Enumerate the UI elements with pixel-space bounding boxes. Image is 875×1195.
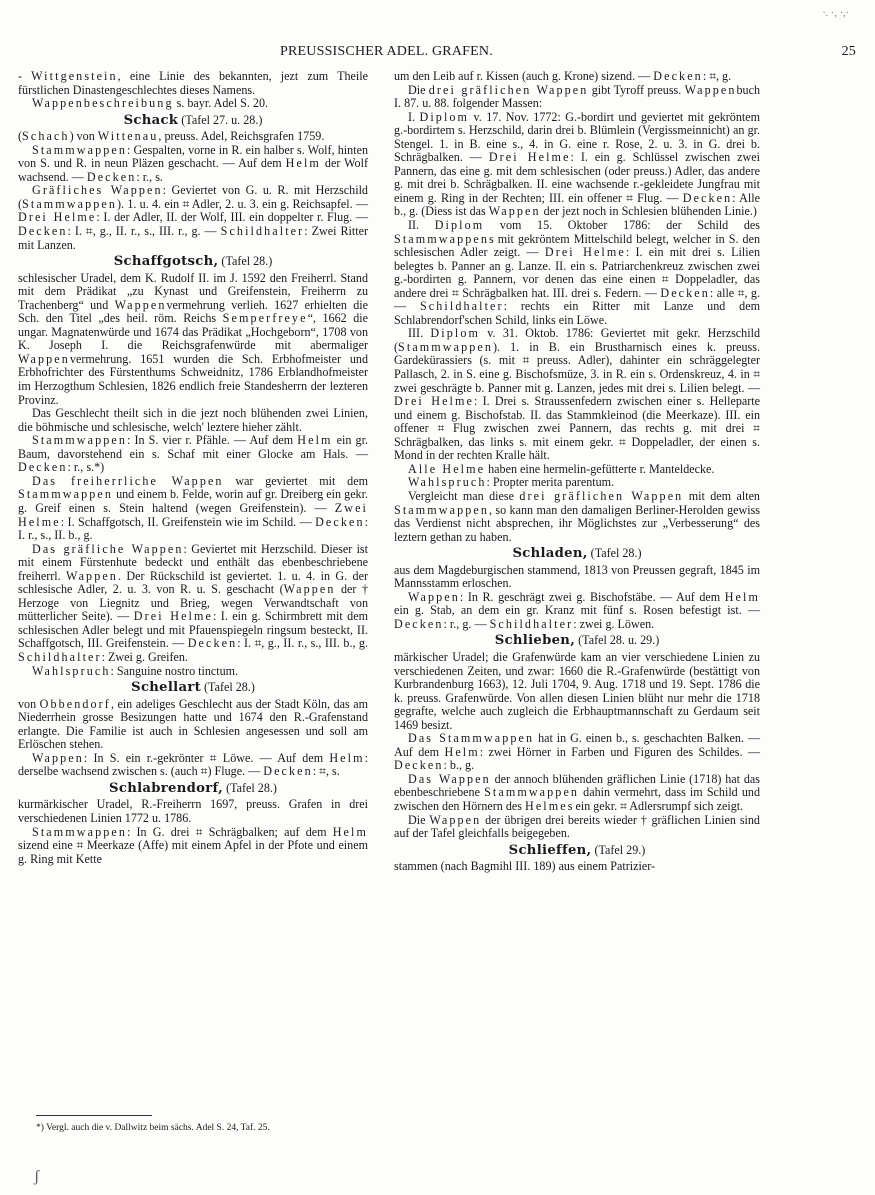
corner-scan-mark: ·. ·‚ ·,· [822, 8, 849, 19]
entry-tafel: (Tafel 28.) [226, 780, 277, 795]
entry-heading [18, 114, 368, 128]
paragraph: Die drei gräflichen Wappen gibt Tyroff preuss. Wappenbuch I. 87. u. 88. folgender Massen: [394, 82, 760, 111]
entry-heading [394, 844, 760, 858]
entry-name: Schlieben, [494, 633, 576, 649]
entry-tafel: (Tafel 28.) [221, 254, 273, 269]
paragraph: Vergleicht man diese drei gräflichen Wappen mit dem alten Stammwappen, so kann man den damaligen Berliner-Herolden gewiss das Verdienst nicht absprechen, ihr Möglichstes zur „Verbesserung“ des leztern gethan zu haben. [394, 488, 760, 544]
paragraph: Das Wappen der annoch blühenden gräflichen Linie (1718) hat das ebenbeschriebene Stammwappen dahin vermehrt, dass im Schild und zwischen den Hörnern des Helmes ein gekr. ⌗ Adlersrumpf sich zeigt. [394, 771, 760, 813]
entry-name: Schladen, [512, 546, 588, 562]
entry-heading [18, 681, 368, 695]
paragraph: schlesischer Uradel, dem K. Rudolf II. im J. 1592 den Freiherrl. Stand mit dem Prädikat „zu Kynast und Greifenstein, Freiherrn zu Trachenberg“ und Wappenvermehrung verlieh. 1627 erhielten die Sch. den Titel „des heil. röm. Reichs Semperfreye“, 1662 die ungar. Magnatenwürde und 1674 das Prädikat „Hochgeborn“, 1708 von K. Joseph I. die Reichsgrafenwürde mit abermaliger Wappenvermehrung. 1651 wurden die Sch. Erbhofmeister und Erbhofrichter des Fürstenthums Schweidnitz, 1786 Erblandhofmeister im Herzogthum Schlesien, 1826 endlich freie Standesherrn der lezteren Provinz. [18, 270, 368, 407]
paragraph: kurmärkischer Uradel, R.-Freiherrn 1697, preuss. Grafen in drei verschiedenen Linien 1772 u. 1786. [18, 797, 368, 825]
paragraph: Wappen: In S. ein r.-gekrönter ⌗ Löwe. — Auf dem Helm: derselbe wachsend zwischen s. (auch ⌗) Fluge. — Decken: ⌗, s. [18, 750, 368, 779]
paragraph: Alle Helme haben eine hermelin-gefütterte r. Manteldecke. [408, 461, 715, 476]
paragraph: III. Diplom v. 31. Oktob. 1786: Geviertet mit gekr. Herzschild (Stammwappen). 1. in B. ein Brustharnisch eines k. preuss. Gardekürassiers (s. mit ⌗ preuss. Adler), dahinter ein schräggelegter Pallasch, 2. in S. eine g. Bischofsmüze, 3. in R. ein s. Ordenskreuz, 4. in ⌗ zwei geschrägte b. Panner mit g. Lanzen, jedes mit drei s. Lilien belegt. — Drei Helme: I. Drei s. Straussenfedern zwischen einer s. Helleparte und einem g. Bischofstab. II. das Stammkleinod (die Meerkaze). III. ein offener ⌗ Flug zwischen zwei Pannern, das rechts g. mit drei ⌗ Schrägbalken, das links s. mit einem gekr. ⌗ Doppeladler, der einen s. Mond in der rechten Kralle hält. [394, 326, 761, 463]
entry-heading [18, 255, 368, 269]
paragraph: märkischer Uradel; die Grafenwürde kam an vier verschiedene Linien zu verschiedenen Zeiten, und zwar: 1660 die R.-Grafenwürde (bestättigt von Kurbrandenburg 1663), 12. Juli 1704, 9. Aug. 1718 und 19. Sept. 1786 die k. preuss. Grafenwürde. Von allen diesen Linien blüht nur mehr die 1718 gegrafte, welche auch zugleich die Erbhauptmannschaft zu Gerdaum seit 1469 besizt. [394, 649, 760, 732]
entry-name: Schellart [131, 680, 201, 696]
paragraph: um den Leib auf r. Kissen (auch g. Krone) sizend. — Decken: ⌗, g. [394, 69, 732, 83]
paragraph: aus dem Magdeburgischen stammend, 1813 von Preussen gegraft, 1845 im Mannsstamm erloschen. [394, 562, 760, 591]
paragraph: von Obbendorf, ein adeliges Geschlecht aus der Stadt Köln, das am Niederrhein grosse Besizungen hatte und 1674 den R.-Grafenstand erlangte. Die Familie ist auch in Schlesien angesessen und soll am Erlöschen stehen. [18, 696, 369, 752]
header-title: PREUSSISCHER ADEL. GRAFEN. [280, 44, 493, 59]
paragraph: Das freiherrliche Wappen war geviertet mit dem Stammwappen und einem b. Felde, worin auf gr. Dreiberg ein gekr. g. Greif einen s. Stein haltend (wegen Greifenstein). — Zwei Helme: I. Schaffgotsch, II. Greifenstein wie im Schild. — Decken: I. r., s., II. b., g. [18, 473, 368, 543]
paragraph: Gräfliches Wappen: Geviertet von G. u. R. mit Herzschild (Stammwappen). 1. u. 4. ein ⌗ Adler, 2. u. 3. ein g. Reichsapfel. — Drei Helme: I. der Adler, II. der Wolf, III. ein doppelter r. Flug. — Decken: I. ⌗, g., II. r., s., III. r., g. — Schildhalter: Zwei Ritter mit Lanzen. [18, 183, 368, 252]
entry-name: Schaffgotsch, [113, 254, 219, 270]
margin-mark: ʃ [34, 1168, 40, 1185]
entry-tafel: (Tafel 28.) [204, 680, 255, 695]
entry-heading [18, 782, 368, 796]
paragraph: II. Diplom vom 15. Oktober 1786: der Schild des Stammwappens mit gekröntem Mittelschild belegt, welcher in S. den schlesischen Adler zeigt. — Drei Helme: I. ein mit drei s. Lilien belegtes b. Panner an g. Lanze. II. ein s. Patriarchenkreuz zwischen zwei g.-bordirten g. Pannern, vor denen das eine einen ⌗ Doppeladler, das andere drei ⌗ Schrägbalken hat. III. drei s. Federn. — Decken: alle ⌗, g. — Schildhalter: rechts ein Ritter mit Lanze und dem Schlabrendorf'schen Schild, links ein Löwe. [394, 218, 760, 327]
entry-name: Schack [123, 112, 179, 128]
paragraph: Das gräfliche Wappen: Geviertet mit Herzschild. Dieser ist mit einem Fürstenhute bedeckt und enthält das ebenbeschriebene freiherrl. Wappen. Der Rückschild ist geviertet. 1. u. 4. in G. der schlesische Adler, 2. u. 3. von R. u. S. geschacht (Wappen der † Herzoge von Liegnitz und Brieg, wegen Verwandtschaft von mütterlicher Seite). — Drei Helme: I. ein g. Schirmbrett mit dem schlesischen Adler belegt und mit Pfauenspiegeln ringsum besteckt, II. Schaffgotsch, III. Greifenstein. — Decken: I. ⌗, g., II. r., s., III. b., g. Schildhalter: Zwei g. Greifen. [18, 541, 368, 664]
right-column [394, 70, 760, 874]
entry-tafel: (Tafel 28. u. 29.) [578, 633, 660, 648]
entry-heading [394, 634, 760, 648]
page-number: 25 [841, 44, 856, 59]
paragraph: (Schach) von Wittenau, preuss. Adel, Reichsgrafen 1759. [18, 129, 325, 144]
footnote: *) Vergl. auch die v. Dallwitz beim sächs. Adel S. 24, Taf. 25. [36, 1123, 270, 1133]
paragraph: Wahlspruch: Propter merita parentum. [408, 475, 615, 490]
footnote-rule [36, 1115, 152, 1116]
entry-tafel: (Tafel 29.) [594, 842, 646, 857]
entry-tafel: (Tafel 27. u. 28.) [181, 112, 263, 127]
paragraph: Stammwappen: In G. drei ⌗ Schrägbalken; auf dem Helm sizend eine ⌗ Meerkaze (Affe) mit einem Apfel in der Pfote und einem g. Ring mit Kette [18, 824, 368, 866]
entry-name: Schlieffen, [508, 842, 592, 858]
paragraph: Stammwappen: Gespalten, vorne in R. ein halber s. Wolf, hinten von S. und R. in neun Pläzen geschacht. — Auf dem Helm der Wolf wachsend. — Decken: r., s. [18, 142, 368, 184]
entry-name: Schlabrendorf, [109, 780, 224, 796]
paragraph: - Wittgenstein, eine Linie des bekannten, jezt zum Theile fürstlichen Dinastengeschlechtes dieses Namens. [18, 69, 368, 97]
paragraph: Wappenbeschreibung s. bayr. Adel S. 20. [32, 96, 269, 111]
entry-tafel: (Tafel 28.) [590, 546, 642, 561]
paragraph: Die Wappen der übrigen drei bereits wieder † gräflichen Linien sind auf der Tafel gleichfalls beigegeben. [394, 812, 760, 841]
paragraph: Wahlspruch: Sanguine nostro tinctum. [32, 663, 239, 678]
paragraph: Das Stammwappen hat in G. einen b., s. geschachten Balken. — Auf dem Helm: zwei Hörner in Farben und Figuren des Schildes. — Decken: b., g. [394, 731, 760, 773]
paragraph: Wappen: In R. geschrägt zwei g. Bischofstäbe. — Auf dem Helm ein g. Stab, an dem ein gr. Kranz mit fünf s. Rosen befestigt ist. — Decken: r., g. — Schildhalter: zwei g. Löwen. [394, 589, 760, 631]
paragraph: Das Geschlecht theilt sich in die jezt noch blühenden zwei Linien, die böhmische und schlesische, welch' leztere hieher zählt. [18, 406, 368, 434]
paragraph: stammen (nach Bagmihl III. 189) aus einem Patrizier- [394, 859, 656, 874]
paragraph: Stammwappen: In S. vier r. Pfähle. — Auf dem Helm ein gr. Baum, davorstehend ein s. Schaf mit einer Glocke am Hals. — Decken: r., s.*) [18, 433, 368, 475]
paragraph: I. Diplom v. 17. Nov. 1772: G.-bordirt und geviertet mit gekröntem g.-bordirtem s. Herzschild, darin drei b. Blümlein (Vergissmeinnicht) an gr. Stengel. 1. in B. eine s., 4. in G. eine r. Rose, 2. u. 3. in G. drei b. Schrägbalken. — Drei Helme: I. ein g. Schlüssel zwischen zwei Pannern, das eine g. mit dem schlesischen (oder preuss.) Adler, das andere g. mit drei b. Schrägbalken. II. eine wachsende r.-gekleidete Jungfrau mit einem g. Ring in der Rechten; III. ein offener ⌗ Flug. — Decken: Alle b., g. (Diess ist das Wappen der jezt noch in Schlesien blühenden Linie.) [394, 109, 761, 219]
left-column [18, 70, 368, 866]
entry-heading [394, 547, 760, 561]
